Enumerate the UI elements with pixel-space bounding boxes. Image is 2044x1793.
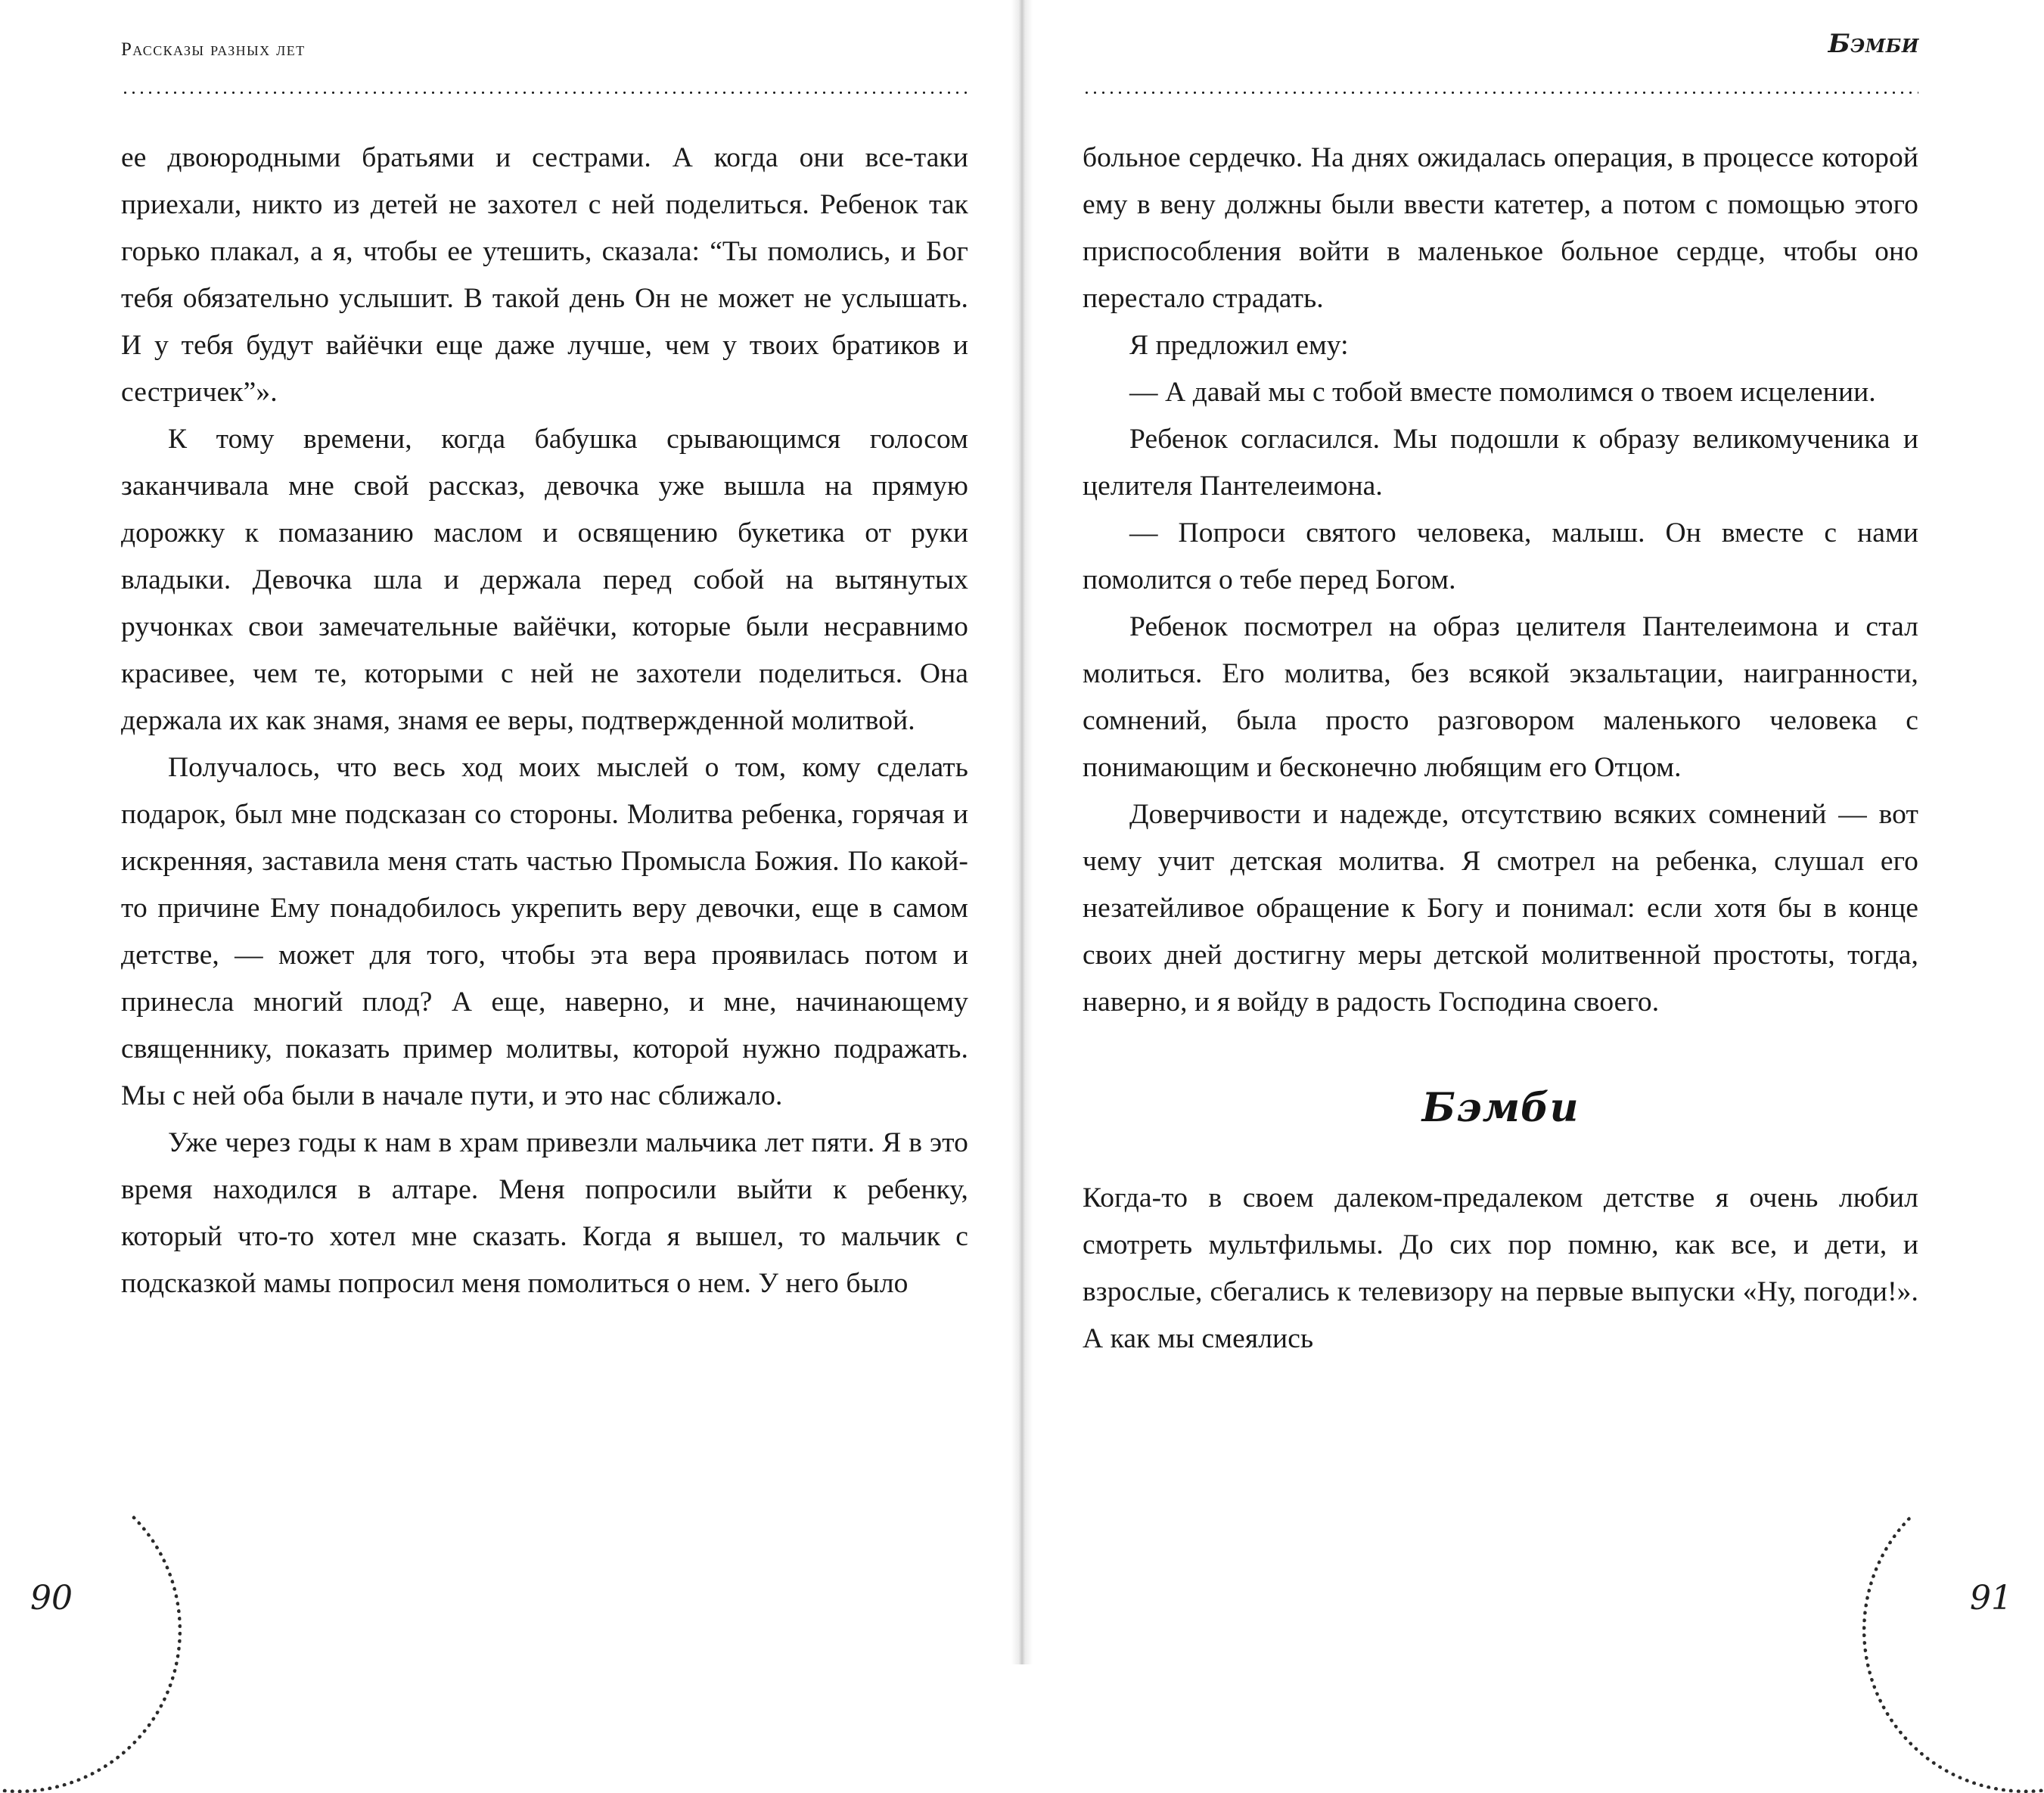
paragraph: Ребенок согласился. Мы подошли к образу великомученика и целителя Пантелеимона. [1083,424,1918,502]
paragraph: Уже через годы к нам в храм привезли мальчика лет пяти. Я в это время находился в алтаре. Меня попросили выйти к ребенку, который что-то хотел мне сказать. Когда я вышел, то мальчик с подсказкой мамы попросил меня помолиться о нем. У него было [121,1127,968,1299]
running-head-left: Рассказы разных лет [121,39,306,60]
paragraph: — А давай мы с тобой вместе помолимся о твоем исцелении. [1129,377,1876,408]
left-page-text-column [121,135,968,1307]
left-page [0,0,1022,1664]
story-title: Бэмби [1421,1085,1580,1131]
corner-arc-ornament-left [0,1468,182,1793]
page-number-left: 90 [30,1579,73,1617]
paragraph: Доверчивости и надежде, отсутствию всяких сомнений — вот чему учит детская молитва. Я смотрел на ребенка, слушал его незатейливое обращение к Богу и понимал: если хотя бы в конце своих дней достигну меры детской молитвенной простоты, тогда, наверно, и я войду в радость Господина своего. [1083,799,1918,1018]
paragraph: — Попроси святого человека, малыш. Он вместе с нами помолится о тебе перед Богом. [1083,517,1918,595]
paragraph: ее двоюродными братьями и сестрами. А когда они все-таки приехали, никто из детей не захотел с ней поделиться. Ребенок так горько плакал, а я, чтобы ее утешить, сказала: “Ты помолись, и Бог тебя обязательно услышит. В такой день Он не может не услышать. И у тебя будут вайёчки еще даже лучше, чем у твоих братиков и сестричек”». [121,142,968,408]
page-number-right: 91 [1970,1579,2012,1617]
corner-arc-ornament-right [1862,1468,2044,1793]
right-page [1022,0,2044,1664]
header-rule-right [1083,91,1918,95]
paragraph: К тому времени, когда бабушка срывающимся голосом заканчивала мне свой рассказ, девочка уже вышла на прямую дорожку к помазанию маслом и освящению букетика от руки владыки. Девочка шла и держала перед собой на вытянутых ручонках свои замечательные вайёчки, которые были несравнимо красивее, чем те, которыми с ней не захотели поделиться. Она держала их как знамя, знамя ее веры, подтвержденной молитвой. [121,424,968,736]
running-head-right: Бэмби [1828,29,1919,59]
paragraph: Ребенок посмотрел на образ целителя Пантелеимона и стал молиться. Его молитва, без всякой экзальтации, наигранности, сомнений, была просто разговором маленького человека с понимающим и бесконечно любящим его Отцом. [1083,611,1918,783]
header-rule-left [121,91,968,95]
paragraph: Когда-то в своем далеком-предалеком детстве я очень любил смотреть мультфильмы. До сих пор помню, как все, и дети, и взрослые, сбегались к телевизору на первые выпуски «Ну, погоди!». А как мы смеялись [1083,1182,1918,1354]
paragraph: больное сердечко. На днях ожидалась операция, в процессе которой ему в вену должны были ввести катетер, а потом с помощью этого приспособления войти в маленькое больное сердце, чтобы оно перестало страдать. [1083,142,1918,314]
right-page-text-column [1083,135,1918,1363]
paragraph: Я предложил ему: [1129,330,1349,361]
paragraph: Получалось, что весь ход моих мыслей о том, кому сделать подарок, был мне подсказан со стороны. Молитва ребенка, горячая и искренняя, заставила меня стать частью Промысла Божия. По какой-то причине Ему понадобилось укрепить веру девочки, еще в самом детстве, — может для того, чтобы эта вера проявилась потом и принесла многий плод? А еще, наверно, и мне, начинающему священнику, показать пример молитвы, которой нужно подражать. Мы с ней оба были в начале пути, и это нас сближало. [121,752,968,1111]
